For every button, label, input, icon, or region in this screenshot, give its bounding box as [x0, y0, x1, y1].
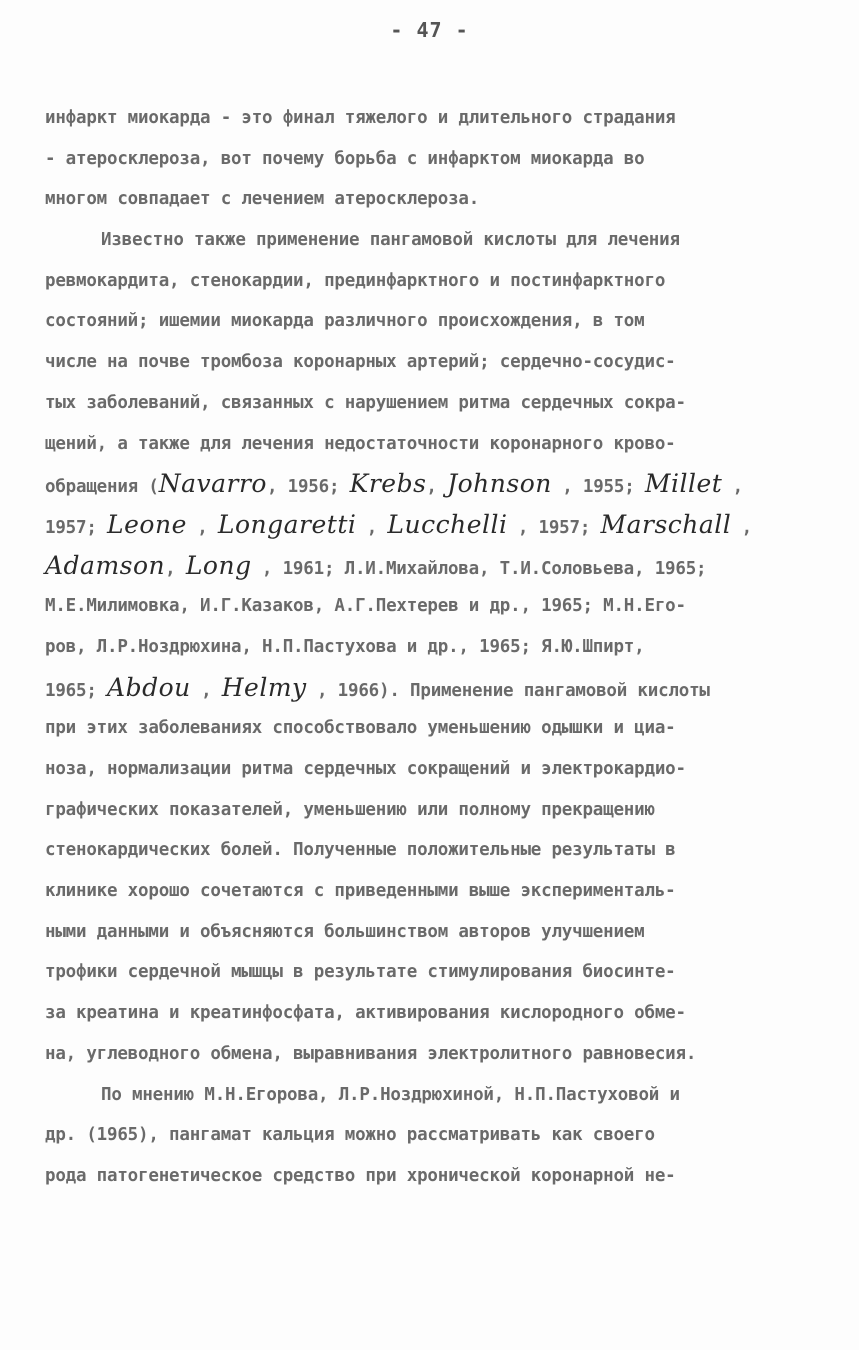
handwritten-author: Navarro	[158, 469, 267, 499]
text-line: клинике хорошо сочетаются с приведенными выше эксперименталь-	[45, 881, 676, 902]
text-line: др. (1965), пангамат кальция можно рассматривать как своего	[45, 1125, 655, 1146]
text-line: на, углеводного обмена, выравнивания электролитного равновесия.	[45, 1043, 697, 1064]
citation-line: ров, Л.Р.Ноздрюхина, Н.П.Пастухова и др., 1965; Я.Ю.Шпирт,	[45, 636, 645, 657]
handwritten-author: Krebs	[349, 469, 427, 499]
text-line: ными данными и объясняются большинством авторов улучшением	[45, 921, 645, 942]
citation-line	[45, 505, 825, 546]
text-fragment: , 1957;	[507, 517, 601, 538]
text-fragment: ,	[165, 558, 186, 579]
text-line: По мнению М.Н.Егорова, Л.Р.Ноздрюхиной, Н.П.Пастуховой и	[101, 1084, 680, 1105]
text-line: - атеросклероза, вот почему борьба с инфарктом миокарда во	[45, 148, 645, 169]
text-line: ревмокардита, стенокардии, прединфарктного и постинфарктного	[45, 270, 666, 291]
text-fragment: ,	[731, 517, 752, 538]
text-fragment: , 1955;	[551, 477, 645, 498]
text-line: щений, а также для лечения недостаточности коронарного крово-	[45, 433, 676, 454]
text-fragment: ,	[186, 517, 218, 538]
text-fragment: ,	[356, 517, 388, 538]
text-line: многом совпадает с лечением атеросклероза.	[45, 189, 480, 210]
citation-line: М.Е.Милимовка, И.Г.Казаков, А.Г.Пехтерев и др., 1965; М.Н.Его-	[45, 596, 686, 617]
handwritten-author: Adamson	[45, 550, 166, 580]
citation-line	[45, 464, 825, 505]
text-line: рода патогенетическое средство при хронической коронарной не-	[45, 1165, 676, 1186]
text-line: при этих заболеваниях способствовало уменьшению одышки и циа-	[45, 718, 676, 739]
body-text	[45, 98, 825, 1197]
text-line: Известно также применение пангамовой кислоты для лечения	[101, 230, 680, 251]
citation-line	[45, 546, 825, 587]
text-line: стенокардических болей. Полученные положительные результаты в	[45, 840, 676, 861]
text-fragment: 1965;	[45, 680, 108, 701]
text-fragment: , 1956;	[266, 477, 350, 498]
text-line: тых заболеваний, связанных с нарушением ритма сердечных сокра-	[45, 392, 686, 413]
handwritten-author: Abdou	[107, 672, 191, 702]
citation-line	[45, 668, 825, 709]
text-line: графических показателей, уменьшению или полному прекращению	[45, 799, 655, 820]
text-line: инфаркт миокарда - это финал тяжелого и длительного страдания	[45, 108, 676, 128]
text-line: состояний; ишемии миокарда различного происхождения, в том	[45, 311, 645, 332]
handwritten-author: Leone	[107, 509, 187, 539]
page-number: - 47 -	[390, 18, 469, 42]
text-fragment: ,	[722, 477, 743, 498]
text-line: трофики сердечной мышцы в результате стимулирования биосинте-	[45, 962, 676, 983]
handwritten-author: Longaretti	[217, 509, 357, 539]
text-fragment: обращения (	[45, 477, 159, 498]
text-line: за креатина и креатинфосфата, активирования кислородного обме-	[45, 1003, 686, 1024]
text-line: числе на почве тромбоза коронарных артерий; сердечно-сосудис-	[45, 352, 676, 373]
text-fragment: , 1961; Л.И.Михайлова, Т.И.Соловьева, 1965;	[251, 558, 707, 579]
handwritten-author: Long	[185, 550, 252, 580]
text-fragment: ,	[426, 477, 448, 498]
text-line: ноза, нормализации ритма сердечных сокращений и электрокардио-	[45, 759, 686, 779]
handwritten-author: Marschall	[600, 509, 732, 539]
handwritten-author: Helmy	[221, 672, 307, 702]
text-fragment: ,	[190, 680, 222, 701]
handwritten-author: Johnson	[447, 469, 552, 499]
handwritten-author: Millet	[644, 469, 723, 499]
text-fragment: , 1966). Применение пангамовой кислоты	[306, 680, 710, 701]
text-fragment: 1957;	[45, 517, 108, 538]
handwritten-author: Lucchelli	[387, 509, 508, 539]
